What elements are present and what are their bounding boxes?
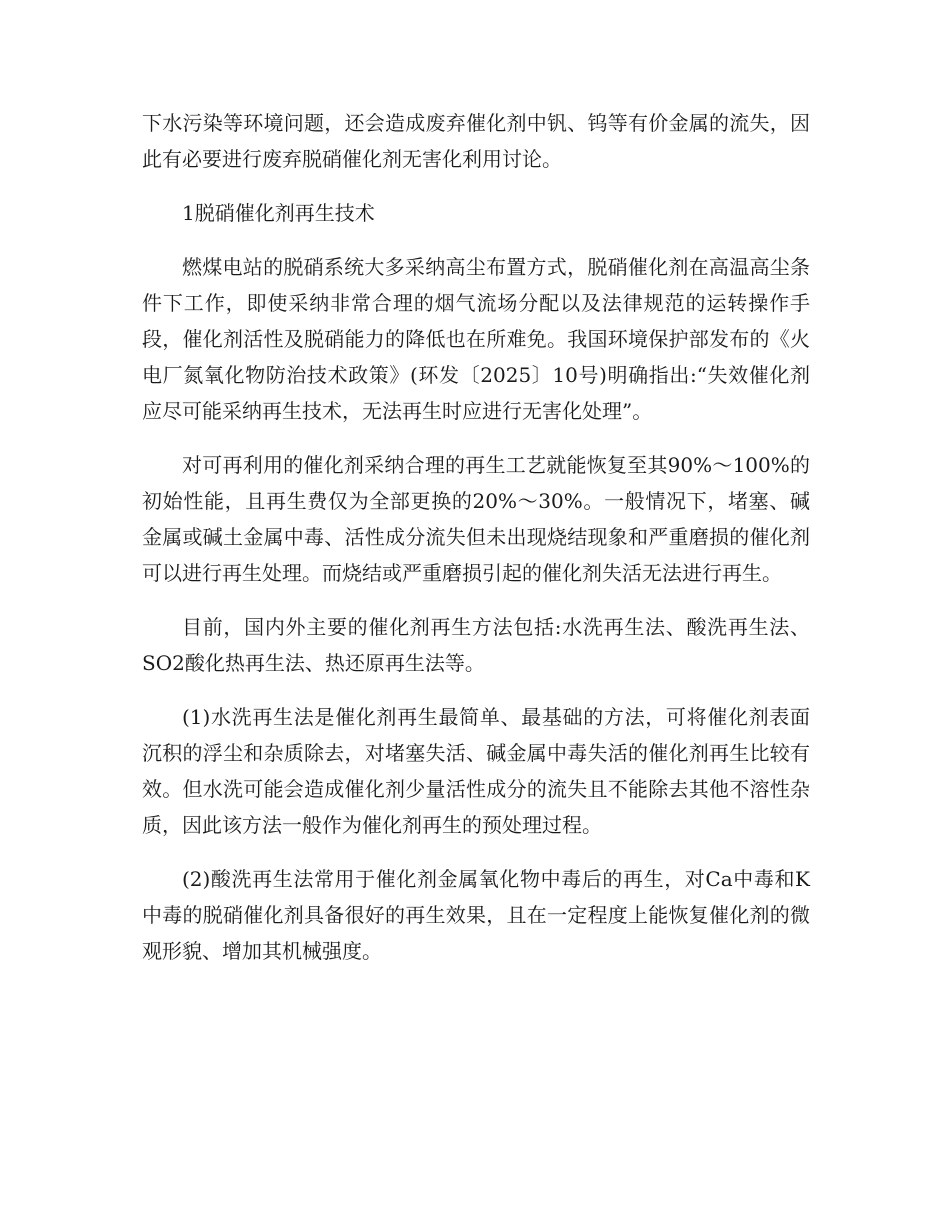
document-body (142, 105, 810, 987)
paragraph-acid-wash: (2)酸洗再生法常用于催化剂金属氧化物中毒后的再生，对Ca中毒和K中毒的脱硝催化剂具备很好的再生效果，且在一定程度上能恢复催化剂的微观形貌、增加其机械强度。 (142, 867, 810, 963)
section-heading: 1脱硝催化剂再生技术 (182, 201, 375, 225)
paragraph-regeneration-background: 燃煤电站的脱硝系统大多采纳高尘布置方式，脱硝催化剂在高温高尘条件下工作，即使采纳非常合理的烟气流场分配以及法律规范的运转操作手段，催化剂活性及脱硝能力的降低也在所难免。我国环境保护部发布的《火电厂氮氧化物防治技术政策》(环发〔2025〕10号)明确指出:“失效催化剂应尽可能采纳再生技术，无法再生时应进行无害化处理”。 (142, 255, 810, 423)
paragraph-regeneration-methods: 目前，国内外主要的催化剂再生方法包括:水洗再生法、酸洗再生法、SO2酸化热再生法、热还原再生法等。 (142, 615, 810, 675)
paragraph-continuation: 下水污染等环境问题，还会造成废弃催化剂中钒、钨等有价金属的流失，因此有必要进行废弃脱硝催化剂无害化利用讨论。 (142, 111, 810, 171)
paragraph-water-wash: (1)水洗再生法是催化剂再生最简单、最基础的方法，可将催化剂表面沉积的浮尘和杂质除去，对堵塞失活、碱金属中毒失活的催化剂再生比较有效。但水洗可能会造成催化剂少量活性成分的流失且不能除去其他不溶性杂质，因此该方法一般作为催化剂再生的预处理过程。 (142, 705, 810, 837)
paragraph-regeneration-performance: 对可再利用的催化剂采纳合理的再生工艺就能恢复至其90%～100%的初始性能，且再生费仅为全部更换的20%～30%。一般情况下，堵塞、碱金属或碱土金属中毒、活性成分流失但未出现烧结现象和严重磨损的催化剂可以进行再生处理。而烧结或严重磨损引起的催化剂失活无法进行再生。 (142, 453, 810, 585)
